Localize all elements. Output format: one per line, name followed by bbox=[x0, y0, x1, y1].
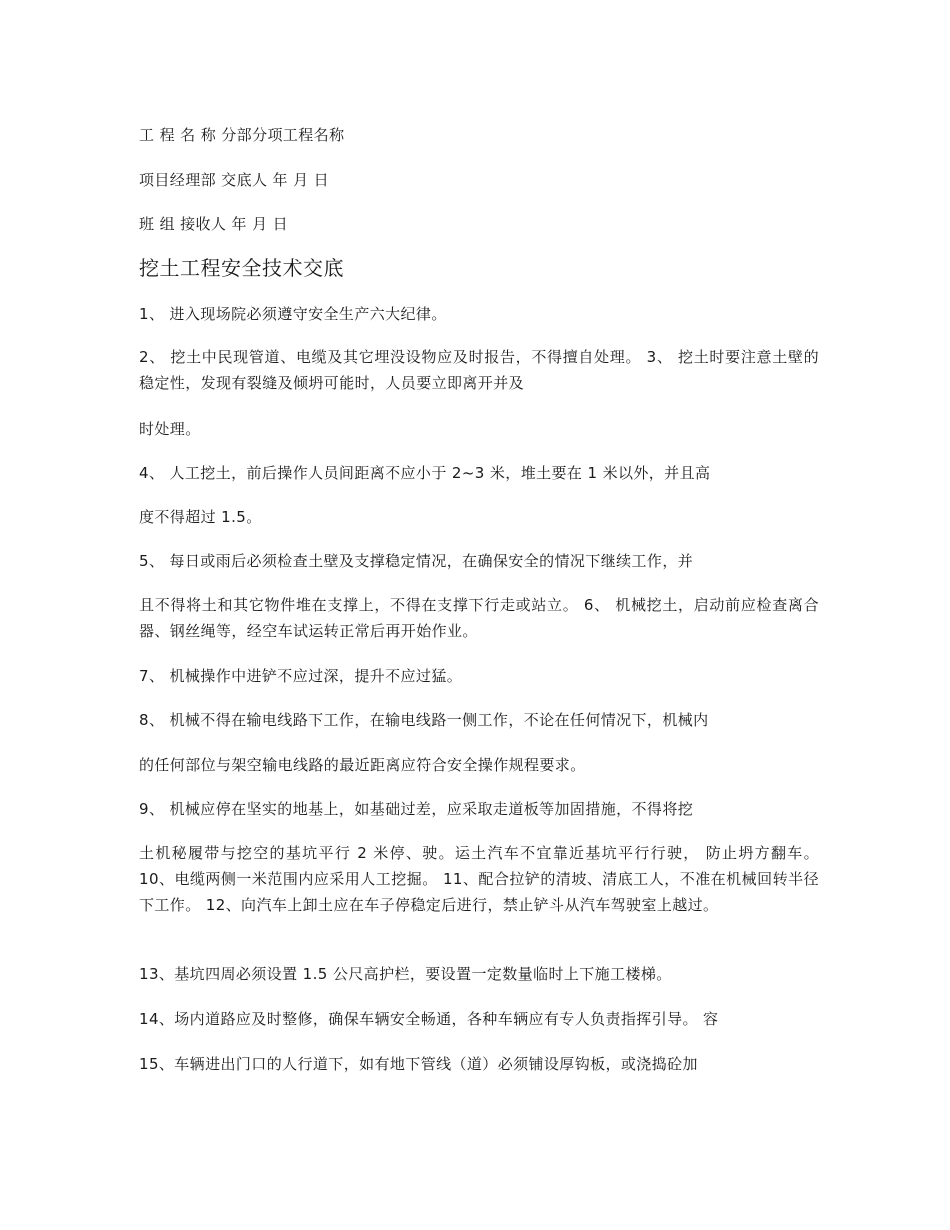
paragraph: 15、车辆进出门口的人行道下，如有地下管线（道）必须铺设厚钩板，或浇捣砼加 bbox=[139, 1055, 698, 1073]
paragraph: 7、 机械操作中进铲不应过深，提升不应过猛。 bbox=[139, 667, 463, 685]
paragraph: 且不得将土和其它物件堆在支撑上，不得在支撑下行走或站立。 6、 机械挖土，启动前应检查离合器、钢丝绳等，经空车试运转正常后再开始作业。 bbox=[139, 596, 819, 640]
team-line: 班 组 接收人 年 月 日 bbox=[139, 215, 289, 233]
paragraph: 8、 机械不得在输电线路下工作，在输电线路一侧工作，不论在任何情况下，机械内 bbox=[139, 711, 709, 729]
project-name-line: 工 程 名 称 分部分项工程名称 bbox=[139, 126, 345, 144]
paragraph: 1、 进入现场院必须遵守安全生产六大纪律。 bbox=[139, 305, 447, 323]
paragraph: 土机秘履带与挖空的基坑平行 2 米停、驶。运土汽车不宜靠近基坑平行行驶， 防止坍方翻车。 10、电缆两侧一米范围内应采用人工挖掘。 11、配合拉铲的清坡、清底工人，不准在机械回转半径下工作。 12、向汽车上卸土应在车子停稳定后进行，禁止铲斗从汽车驾驶室上越过。 bbox=[139, 844, 819, 914]
paragraph: 5、 每日或雨后必须检查土壁及支撑稳定情况，在确保安全的情况下继续工作，并 bbox=[139, 552, 694, 570]
paragraph: 9、 机械应停在坚实的地基上，如基础过差，应采取走道板等加固措施，不得将挖 bbox=[139, 800, 694, 818]
document-title: 挖土工程安全技术交底 bbox=[139, 256, 344, 280]
paragraph: 2、 挖土中民现管道、电缆及其它埋没设物应及时报告，不得擅自处理。 3、 挖土时要注意土壁的稳定性，发现有裂缝及倾坍可能时，人员要立即离开并及 bbox=[139, 348, 819, 392]
paragraph: 14、场内道路应及时整修，确保车辆安全畅通，各种车辆应有专人负责指挥引导。 容 bbox=[139, 1010, 719, 1028]
manager-line: 项目经理部 交底人 年 月 日 bbox=[139, 171, 330, 189]
paragraph: 的任何部位与架空输电线路的最近距离应符合安全操作规程要求。 bbox=[139, 756, 586, 774]
paragraph: 时处理。 bbox=[139, 420, 201, 438]
paragraph: 13、基坑四周必须设置 1.5 公尺高护栏，要设置一定数量临时上下施工楼梯。 bbox=[139, 965, 672, 983]
paragraph: 4、 人工挖土，前后操作人员间距离不应小于 2~3 米，堆土要在 1 米以外，并且高 bbox=[139, 464, 711, 482]
paragraph: 度不得超过 1.5。 bbox=[139, 508, 262, 526]
